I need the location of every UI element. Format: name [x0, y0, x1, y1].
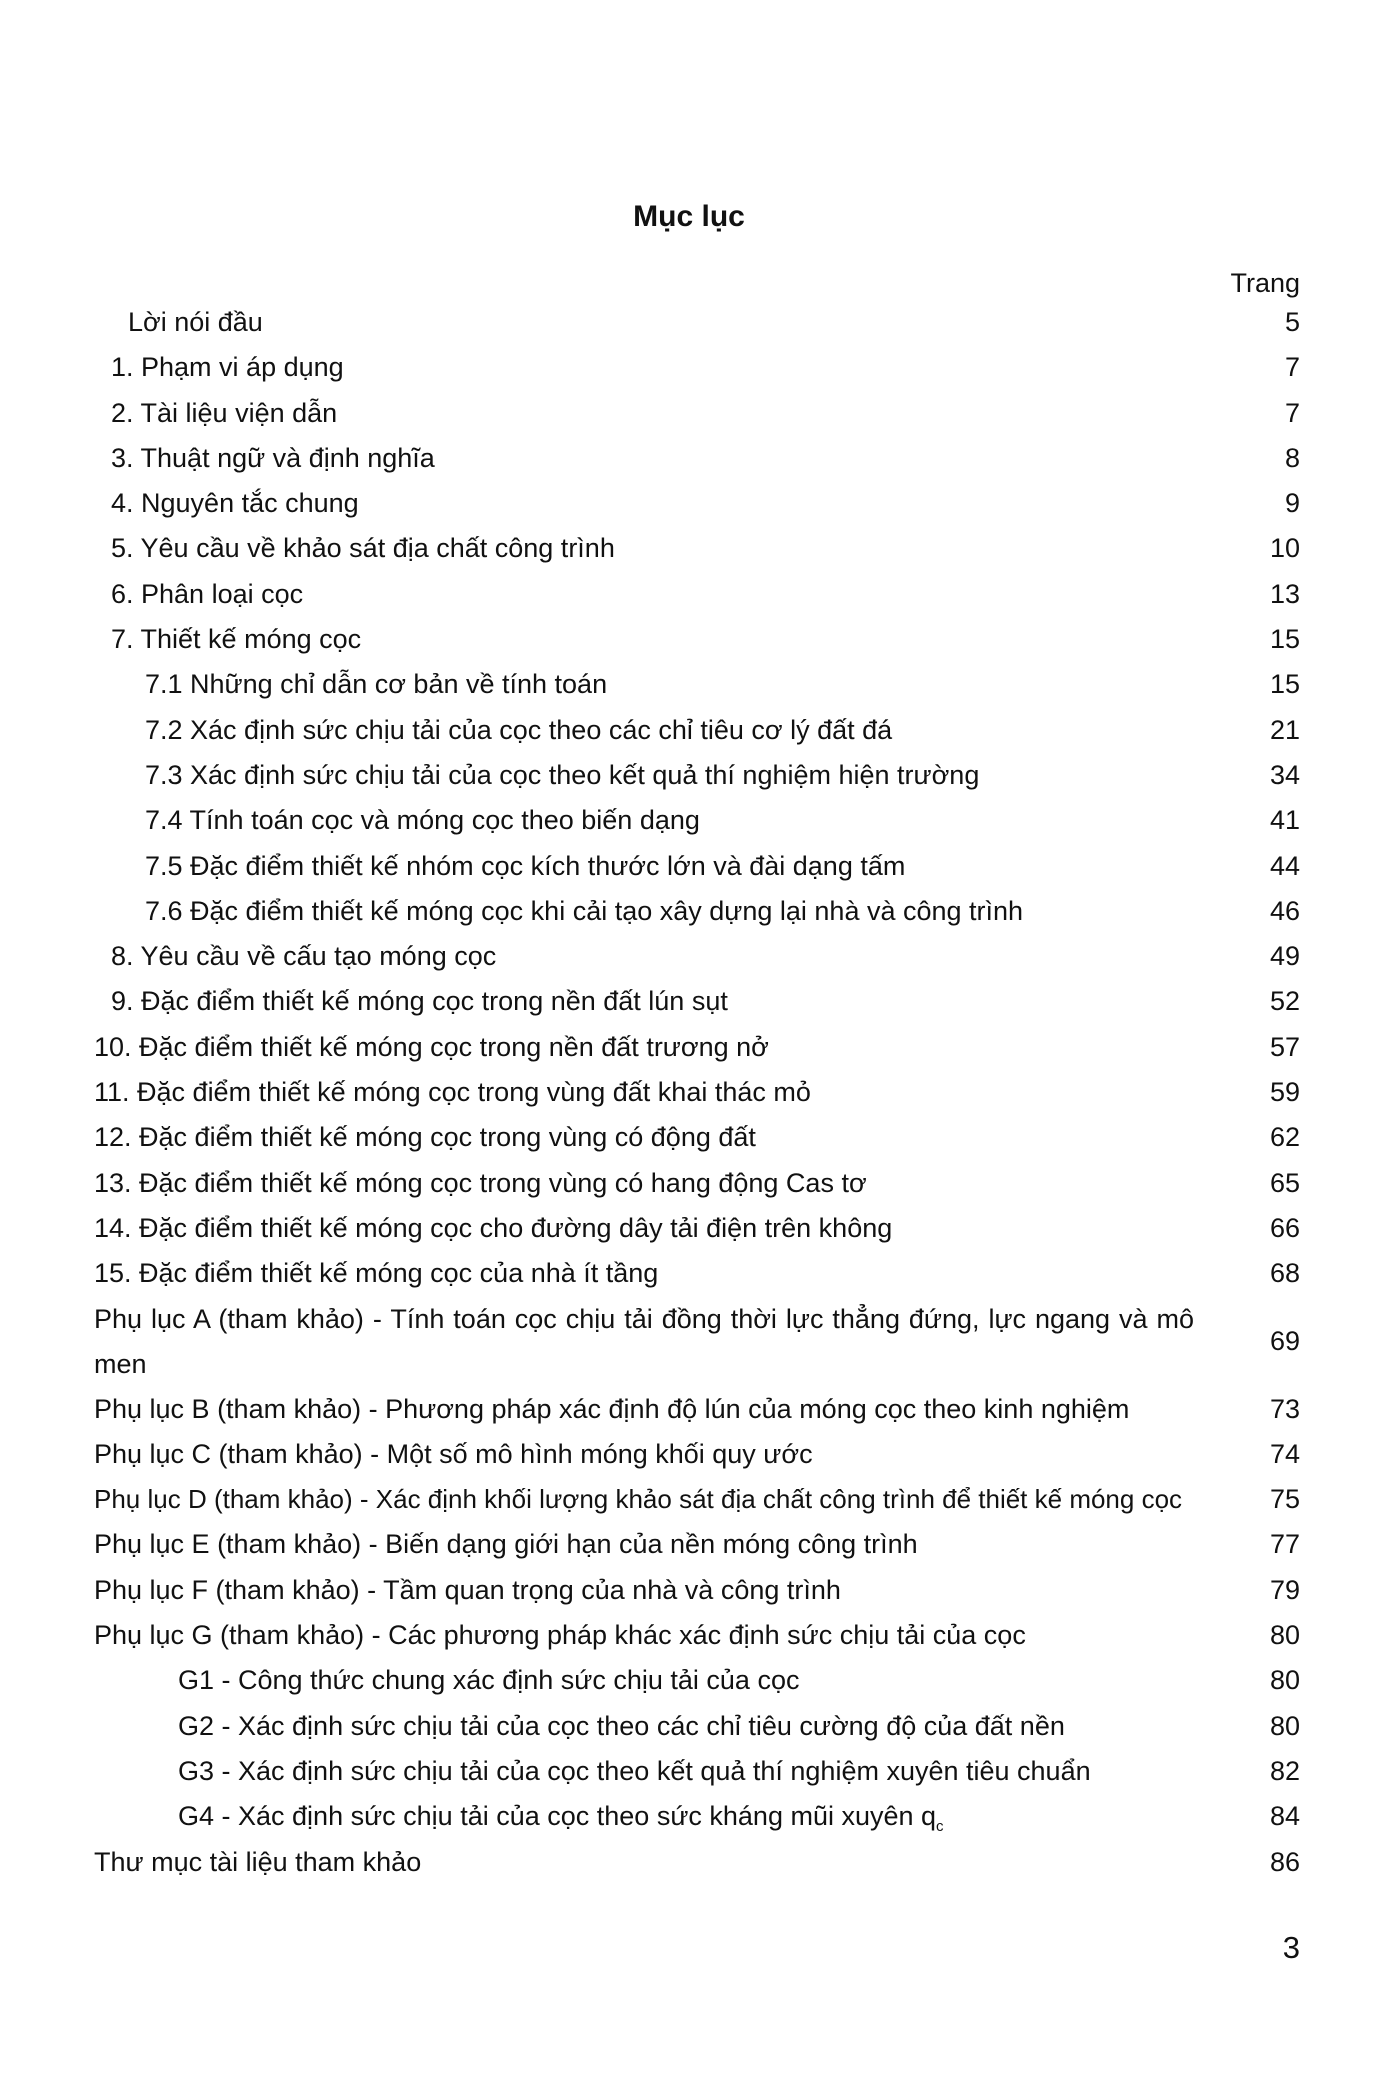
toc-entry[interactable] — [0, 753, 1378, 798]
toc-entry-page: 65 — [1269, 1167, 1300, 1198]
toc-entry-subscript: c — [936, 1818, 944, 1836]
toc-entry-label: Phụ lục E (tham khảo) - Biến dạng giới hạn của nền móng công trình — [94, 1529, 918, 1560]
toc-entry-page: 86 — [1269, 1846, 1300, 1877]
toc-entry[interactable] — [0, 1251, 1378, 1296]
toc-entry[interactable] — [0, 1658, 1378, 1703]
toc-entry-label: Thư mục tài liệu tham khảo — [94, 1846, 422, 1877]
toc-entry-label: 5. Yêu cầu về khảo sát địa chất công trình — [111, 533, 615, 564]
toc-entry-label: Phụ lục F (tham khảo) - Tầm quan trọng của nhà và công trình — [94, 1574, 841, 1605]
toc-entry-page: 7 — [1284, 352, 1300, 383]
toc-entry-label: Phụ lục D (tham khảo) - Xác định khối lượng khảo sát địa chất công trình để thiết kế móng cọc — [94, 1484, 1183, 1515]
toc-entry[interactable] — [0, 1749, 1378, 1794]
toc-entry-label: 1. Phạm vi áp dụng — [111, 352, 344, 383]
toc-entry-label: G1 - Công thức chung xác định sức chịu tải của cọc — [178, 1665, 800, 1696]
toc-entry-page: 79 — [1269, 1574, 1300, 1605]
toc-entry-label: 7. Thiết kế móng cọc — [111, 624, 362, 655]
toc-entry-label: 15. Đặc điểm thiết kế móng cọc của nhà ít tầng — [94, 1258, 659, 1289]
toc-entry-page: 15 — [1269, 669, 1300, 700]
toc-title: Mục lục — [633, 200, 745, 233]
toc-entry-page: 15 — [1269, 624, 1300, 655]
toc-entry-label: 7.6 Đặc điểm thiết kế móng cọc khi cải tạo xây dựng lại nhà và công trình — [145, 895, 1024, 926]
toc-entry-label: Phụ lục B (tham khảo) - Phương pháp xác định độ lún của móng cọc theo kinh nghiệm — [94, 1393, 1130, 1424]
toc-entry-label: 7.3 Xác định sức chịu tải của cọc theo kết quả thí nghiệm hiện trường — [145, 759, 980, 790]
toc-entry[interactable] — [0, 798, 1378, 843]
toc-entry[interactable] — [0, 436, 1378, 481]
toc-entry-label: 12. Đặc điểm thiết kế móng cọc trong vùng có động đất — [94, 1122, 756, 1153]
toc-entry-page: 74 — [1269, 1438, 1300, 1469]
toc-entry-page: 59 — [1269, 1077, 1300, 1108]
toc-entry[interactable] — [0, 345, 1378, 390]
toc-entry-label: 14. Đặc điểm thiết kế móng cọc cho đường dây tải điện trên không — [94, 1212, 893, 1243]
toc-entry-page: 41 — [1269, 805, 1300, 836]
toc-entry[interactable] — [0, 1522, 1378, 1567]
toc-entry-page: 69 — [1269, 1325, 1300, 1356]
toc-entry[interactable] — [0, 1297, 1378, 1387]
toc-entry[interactable] — [0, 1206, 1378, 1251]
page-column-header: Trang — [1230, 268, 1300, 298]
toc-entry-page: 10 — [1269, 533, 1300, 564]
toc-entry[interactable] — [0, 1794, 1378, 1839]
toc-entry[interactable] — [0, 1568, 1378, 1613]
toc-entry[interactable] — [0, 1840, 1378, 1885]
toc-entry[interactable] — [0, 934, 1378, 979]
toc-entry-label: 7.5 Đặc điểm thiết kế nhóm cọc kích thước lớn và đài dạng tấm — [145, 850, 906, 881]
toc-entry-page: 80 — [1269, 1710, 1300, 1741]
toc-entry-label: 7.1 Những chỉ dẫn cơ bản về tính toán — [145, 669, 608, 700]
toc-entry-page: 9 — [1284, 488, 1300, 519]
toc-entry-label: 6. Phân loại cọc — [111, 578, 304, 609]
toc-entry[interactable] — [0, 844, 1378, 889]
toc-entry-label: Phụ lục A (tham khảo) - Tính toán cọc chịu tải đồng thời lực thẳng đứng, lực ngang và mô men — [94, 1303, 1194, 1379]
toc-entry-page: 82 — [1269, 1755, 1300, 1786]
toc-entry-label: 7.2 Xác định sức chịu tải của cọc theo các chỉ tiêu cơ lý đất đá — [145, 714, 893, 745]
toc-entry-page: 75 — [1269, 1484, 1300, 1515]
toc-entry[interactable] — [0, 572, 1378, 617]
toc-entry[interactable] — [0, 1161, 1378, 1206]
toc-entry[interactable] — [0, 708, 1378, 753]
toc-entry[interactable] — [0, 1070, 1378, 1115]
toc-entry-label: 2. Tài liệu viện dẫn — [111, 397, 338, 428]
toc-entry[interactable] — [0, 889, 1378, 934]
toc-entry[interactable] — [0, 300, 1378, 345]
toc-entry-page: 46 — [1269, 895, 1300, 926]
toc-entry-label: Phụ lục G (tham khảo) - Các phương pháp khác xác định sức chịu tải của cọc — [94, 1620, 1026, 1651]
toc-entry-label: 10. Đặc điểm thiết kế móng cọc trong nền đất trương nở — [94, 1031, 769, 1062]
toc-entry-label: 3. Thuật ngữ và định nghĩa — [111, 442, 435, 473]
table-of-contents — [0, 300, 1378, 1885]
toc-entry-page: 49 — [1269, 941, 1300, 972]
toc-entry-label: 13. Đặc điểm thiết kế móng cọc trong vùng có hang động Cas tơ — [94, 1167, 867, 1198]
toc-entry[interactable] — [0, 481, 1378, 526]
toc-entry-page: 62 — [1269, 1122, 1300, 1153]
toc-entry-label: G2 - Xác định sức chịu tải của cọc theo các chỉ tiêu cường độ của đất nền — [178, 1710, 1065, 1741]
toc-entry-page: 57 — [1269, 1031, 1300, 1062]
toc-entry-label: Phụ lục C (tham khảo) - Một số mô hình móng khối quy ước — [94, 1438, 813, 1469]
toc-entry-page: 8 — [1284, 442, 1300, 473]
toc-entry-page: 5 — [1284, 307, 1300, 337]
toc-entry-page: 68 — [1269, 1258, 1300, 1289]
toc-entry-label: 7.4 Tính toán cọc và móng cọc theo biến dạng — [145, 805, 700, 836]
toc-entry-page: 77 — [1269, 1529, 1300, 1560]
toc-entry[interactable] — [0, 1387, 1378, 1432]
toc-entry-page: 84 — [1269, 1801, 1300, 1832]
toc-entry[interactable] — [0, 1704, 1378, 1749]
toc-entry-label: 9. Đặc điểm thiết kế móng cọc trong nền đất lún sụt — [111, 986, 728, 1017]
toc-entry[interactable] — [0, 1115, 1378, 1160]
toc-entry[interactable] — [0, 526, 1378, 571]
toc-entry-label: G3 - Xác định sức chịu tải của cọc theo kết quả thí nghiệm xuyên tiêu chuẩn — [178, 1755, 1091, 1786]
toc-entry-page: 34 — [1269, 759, 1300, 790]
page-number: 3 — [1282, 1930, 1300, 1965]
toc-entry[interactable] — [0, 617, 1378, 662]
toc-entry[interactable] — [0, 979, 1378, 1024]
toc-entry-label: 8. Yêu cầu về cấu tạo móng cọc — [111, 941, 497, 972]
toc-entry[interactable] — [0, 391, 1378, 436]
toc-entry-page: 7 — [1284, 397, 1300, 428]
toc-entry-page: 66 — [1269, 1212, 1300, 1243]
toc-entry[interactable] — [0, 1025, 1378, 1070]
toc-entry-label: 4. Nguyên tắc chung — [111, 488, 359, 519]
toc-entry-page: 52 — [1269, 986, 1300, 1017]
toc-entry-page: 73 — [1269, 1393, 1300, 1424]
toc-entry-page: 13 — [1269, 578, 1300, 609]
toc-entry[interactable] — [0, 1432, 1378, 1477]
toc-entry-page: 21 — [1269, 714, 1300, 745]
toc-entry-page: 80 — [1269, 1620, 1300, 1651]
toc-entry[interactable] — [0, 662, 1378, 707]
toc-entry-label: 11. Đặc điểm thiết kế móng cọc trong vùng đất khai thác mỏ — [94, 1077, 811, 1108]
toc-entry-label-text: G4 - Xác định sức chịu tải của cọc theo sức kháng mũi xuyên q — [178, 1801, 937, 1832]
toc-entry-page: 80 — [1269, 1665, 1300, 1696]
toc-entry-label: Lời nói đầu — [128, 307, 263, 337]
toc-entry[interactable] — [0, 1477, 1378, 1522]
toc-entry[interactable] — [0, 1613, 1378, 1658]
toc-entry-page: 44 — [1269, 850, 1300, 881]
